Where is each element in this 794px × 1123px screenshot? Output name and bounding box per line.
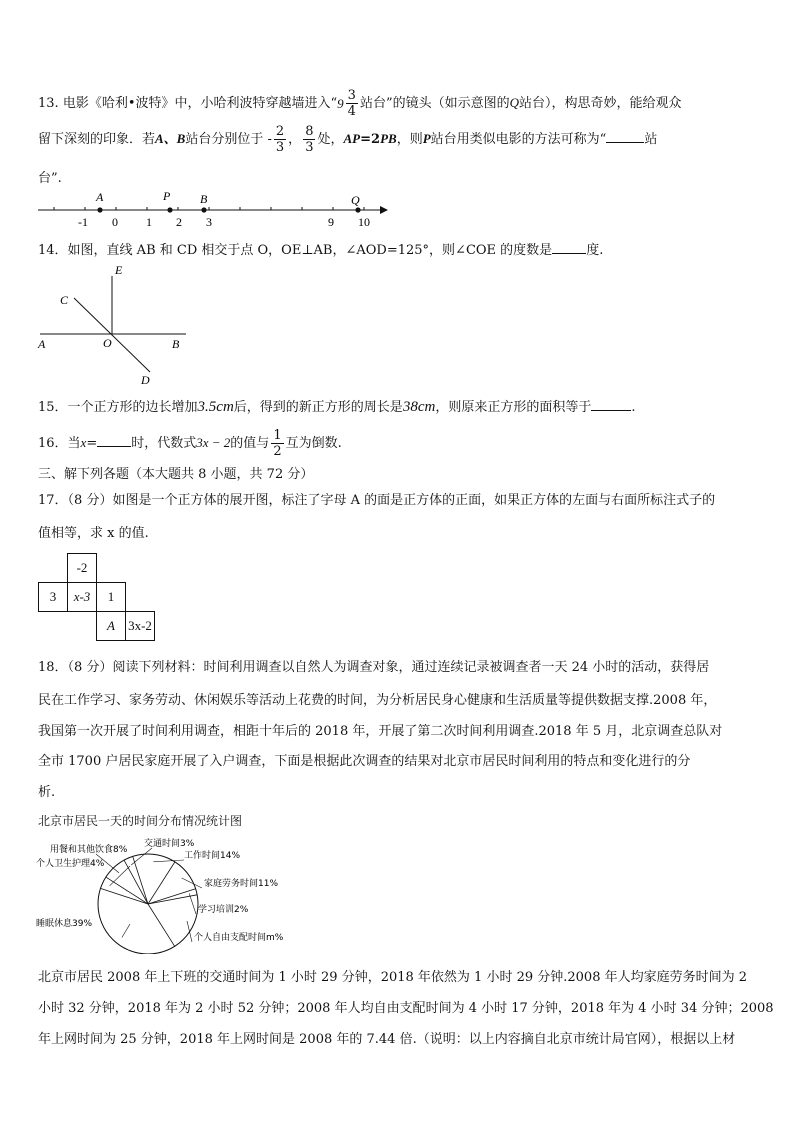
label-o: O [103, 336, 112, 350]
label-q: Q [351, 193, 360, 207]
tick-label: 9 [328, 215, 334, 229]
answer-blank [552, 253, 586, 254]
tick-label: 10 [358, 215, 370, 229]
q18-after-line: 小时 32 分钟，2018 年为 2 小时 52 分钟；2008 年人均自由支配时间为 4 小时 17 分钟，2018 年为 4 小时 34 分钟；2008 [38, 1001, 774, 1016]
q18-line: 全市 1700 户居民家庭开展了入户调查，下面是根据此次调查的结果对北京市居民时间利用的特点和变化进行的分 [38, 754, 691, 769]
number-line [36, 190, 396, 230]
tick-label: -1 [78, 215, 88, 229]
section-heading: 三、解下列各题（本大题共 8 小题，共 72 分） [38, 467, 314, 482]
q18-after-line: 北京市居民 2008 年上下班的交通时间为 1 小时 29 分钟，2018 年依然为 1 小时 29 分钟.2008 年人均家庭劳务时间为 2 [38, 970, 748, 985]
label-a: A [96, 190, 104, 204]
tick-label: 2 [176, 215, 182, 229]
q17-line1: 17．（8 分）如图是一个正方体的展开图，标注了字母 A 的面是正方体的正面，如果正方体的左面与右面所标注式子的 [38, 493, 716, 508]
pie-slice-label: 家庭劳务时间11% [204, 879, 279, 889]
q18-line: 我国第一次开展了时间利用调查，相距十年后的 2018 年，开展了第二次时间利用调查.2018 年 5 月，北京调查总队对 [38, 724, 723, 739]
tick-label: 1 [146, 215, 152, 229]
net-cell-mid: x-3 [68, 583, 97, 612]
pie-chart [34, 836, 294, 954]
chart-title: 北京市居民一天的时间分布情况统计图 [38, 814, 243, 828]
net-cell-bottom: A [97, 612, 126, 641]
pie-slice-label: 学习培训2% [198, 905, 249, 915]
tick-label: 0 [112, 215, 118, 229]
label-e: E [115, 263, 123, 277]
pie-slice-label: 用餐和其他饮食8% [50, 845, 128, 855]
label-b: B [172, 337, 180, 351]
point-a [97, 207, 102, 212]
tick-label: 3 [206, 215, 212, 229]
point-b [201, 207, 206, 212]
point-p [167, 207, 172, 212]
pie-slice-label: 交通时间3% [144, 839, 195, 849]
label-b: B [200, 192, 208, 206]
q13-line1: 13. 电影《哈利•波特》中，小哈利波特穿越墙进入“ 9 $\frac{3}{4}$ 站台”的镜头（如示意图的Q站台），构思奇妙，能给观众 [38, 88, 682, 119]
net-cell-top: -2 [68, 554, 97, 583]
answer-blank [97, 446, 131, 447]
label-p: P [163, 190, 171, 203]
label-a: A [38, 337, 46, 351]
q18-line: 民在工作学习、家务劳动、休闲娱乐等活动上花费的时间，为分析居民身心健康和生活质量等提供数据支撑.2008 年， [38, 693, 717, 708]
point-q [355, 207, 360, 212]
q13-line3: 台”. [38, 171, 62, 186]
cube-net [38, 553, 155, 641]
q15-text: 15．一个正方形的边长增加3.5cm后，得到的新正方形的周长是38cm，则原来正方形的面积等于 . [38, 399, 636, 415]
q17-line2: 值相等，求 x 的值. [38, 526, 149, 541]
mixed-number: 9 $\frac{3}{4}$ [337, 88, 356, 119]
q18-line: 18．（8 分）阅读下列材料：时间利用调查以自然人为调查对象，通过连续记录被调查者一天 24 小时的活动，获得居 [38, 660, 710, 675]
number-line-arrow [380, 206, 388, 214]
pie-slice-label: 工作时间14% [184, 851, 241, 861]
net-cell-right: 1 [97, 583, 126, 612]
pie-slice-label: 个人自由支配时间m% [194, 933, 284, 943]
q18-after-line: 年上网时间为 25 分钟，2018 年上网时间是 2008 年的 7.44 倍.（说明：以上内容摘自北京市统计局官网），根据以上材 [38, 1032, 736, 1047]
q18-line: 析. [38, 785, 56, 800]
answer-blank [606, 142, 644, 143]
pie-slice-label: 个人卫生护理4% [36, 859, 105, 869]
net-cell-br: 3x-2 [126, 612, 155, 641]
pie-slice-label: 睡眠休息39% [36, 919, 93, 929]
q14-text: 14．如图，直线 AB 和 CD 相交于点 O，OE⊥AB，∠AOD=125°，则∠COE 的度数是 度. [38, 243, 604, 258]
label-d: D [141, 373, 150, 387]
angle-diagram [36, 262, 196, 390]
answer-blank [591, 410, 631, 411]
net-cell-left: 3 [39, 583, 68, 612]
q16-text: 16．当x= 时，代数式3x − 2的值与 $\frac{1}{2}$ 互为倒数. [38, 428, 342, 459]
q13-line2: 留下深刻的印象．若A、B站台分别位于 - $\frac{2}{3}$ ， $\frac{8}{3}$ 处，AP=2PB，则P站台用类似电影的方法可称为“ 站 [38, 124, 658, 155]
label-c: C [60, 293, 69, 307]
